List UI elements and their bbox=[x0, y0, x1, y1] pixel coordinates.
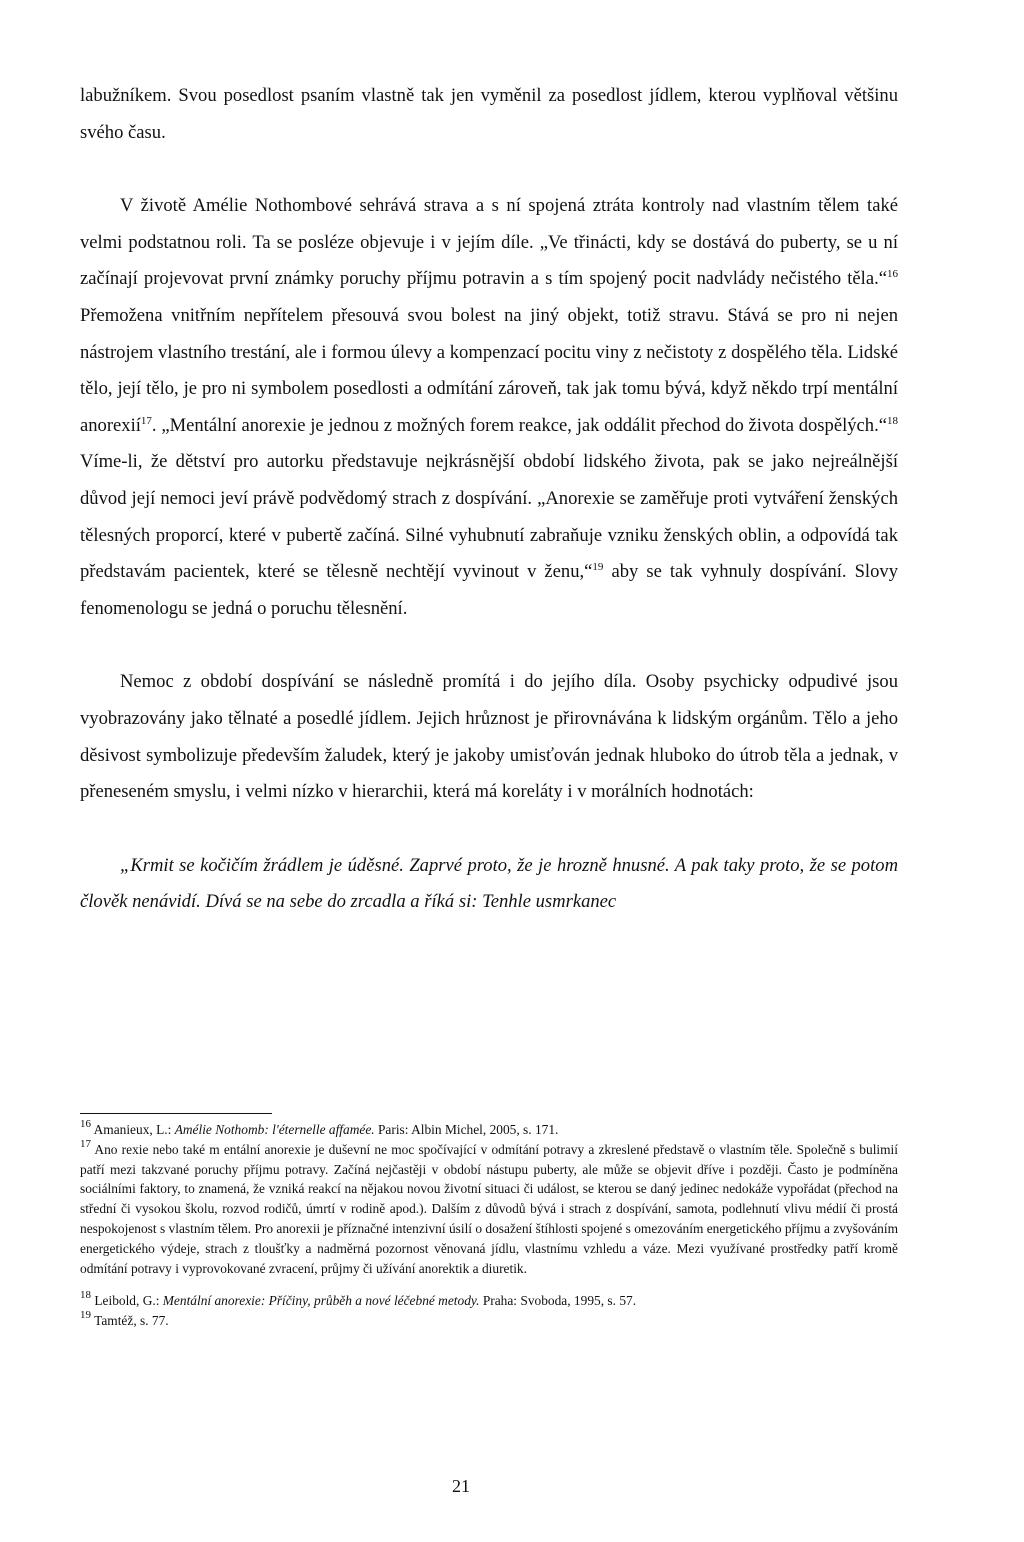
footnote-text: Ano rexie nebo také m entální anorexie je duševní ne moc spočívající v odmítání potravy a zkreslené představě o vlastním těle. Společně s bulimií patří mezi takzvané poruchy příjmu potravy. Začíná nejčastěji v období nástupu puberty, ale může se objevit dříve i později. Často je podmíněna sociálními faktory, to znamená, že vzniká reakcí na nějakou novou životní situaci či událost, se kterou se daný jedinec nedokáže vypořádat (přechod na střední či vysokou školu, rozvod rodičů, úmrtí v rodině apod.). Dalším z důvodů bývá i strach z dospívání, samota, podlehnutí vlivu médií či prostá nespokojenost s vlastním tělem. Pro anorexii je příznačné intenzivní úsilí o dosažení štíhlosti spojené s omezováním energetického příjmu a zvyšováním energetického výdeje, strach z tloušťky a nadměrná pozornost věnovaná jídlu, vlastnímu vzhledu a váze. Mezi využívané prostředky patří kromě odmítání potravy i vyprovokované zvracení, průjmy či užívání anorektik a diuretik. bbox=[80, 1141, 898, 1276]
footnote-17 bbox=[80, 1137, 898, 1279]
paragraph-2 bbox=[80, 188, 898, 627]
footnotes bbox=[80, 1120, 898, 1331]
footnote-separator bbox=[80, 1113, 272, 1114]
footnote-ref-16: 16 bbox=[887, 268, 898, 281]
footnote-title: Mentální anorexie: Příčiny, průběh a nové léčebné metody. bbox=[162, 1293, 480, 1309]
paragraph-3: Nemoc z období dospívání se následně promítá i do jejího díla. Osoby psychicky odpudivé jsou vyobrazovány jako tělnaté a posedlé jídlem. Jejich hrůznost je přirovnávána k lidským orgánům. Tělo a jeho děsivost symbolizuje především žaludek, který je jakoby umisťován jednak hluboko do útrob těla a jednak, v přeneseném smyslu, i velmi nízko v hierarchii, která má koreláty i v morálních hodnotách: bbox=[80, 671, 898, 803]
paragraph-1: labužníkem. Svou posedlost psaním vlastně tak jen vyměnil za posedlost jídlem, kterou vyplňoval většinu svého času. bbox=[80, 85, 898, 143]
footnote-title: Amélie Nothomb: l'éternelle affamée. bbox=[174, 1122, 375, 1137]
footnote-ref-19: 19 bbox=[592, 561, 604, 574]
main-text bbox=[80, 78, 898, 921]
footnote-number: 17 bbox=[80, 1137, 91, 1150]
footnote-16 bbox=[80, 1120, 898, 1140]
page-number: 21 bbox=[452, 1476, 470, 1496]
footnote-text: Tamtéž, s. 77. bbox=[91, 1313, 169, 1329]
footnote-text: Praha: Svoboda, 1995, s. 57. bbox=[479, 1293, 637, 1309]
quotation: „Krmit se kočičím žrádlem je úděsné. Zaprvé proto, že je hrozně hnusné. A pak taky proto, že se potom člověk nenávidí. Dívá se na sebe do zrcadla a říká si: Tenhle usmrkanec bbox=[80, 854, 898, 913]
footnote-number: 18 bbox=[80, 1289, 91, 1302]
footnote-text: Amanieux, L.: bbox=[91, 1122, 175, 1137]
footnote-text: Leibold, G.: bbox=[91, 1293, 163, 1309]
paragraph-2-part-4: Víme-li, že dětství pro autorku představuje nejkrásnější období lidského života, pak se jako nejreálnější důvod její nemoci jeví právě podvědomý strach z dospívání. „Anorexie se zaměřuje proti vytváření ženských tělesných proporcí, které v pubertě začíná. Silné vyhubnutí zabraňuje vzniku ženských oblin, a odpovídá tak představám pacientek, které se tělesně nechtějí vyvinout v ženu,“ bbox=[80, 451, 898, 583]
footnote-text: Paris: Albin Michel, 2005, s. 171. bbox=[374, 1122, 559, 1137]
footnote-number: 16 bbox=[80, 1118, 91, 1130]
footnote-ref-17: 17 bbox=[140, 414, 152, 427]
paragraph-2-part-5: aby se tak vyhnuly dospívání. Slovy fenomenologu se jedná o poruchu tělesnění. bbox=[80, 561, 898, 619]
footnote-18 bbox=[80, 1291, 898, 1311]
footnote-number: 19 bbox=[80, 1309, 91, 1322]
footnote-ref-18: 18 bbox=[887, 414, 898, 427]
footnote-19 bbox=[80, 1311, 898, 1331]
paragraph-2-part-3: . „Mentální anorexie je jednou z možných forem reakce, jak oddálit přechod do života dospělých.“ bbox=[151, 414, 887, 436]
paragraph-2-part-1: V životě Amélie Nothombové sehrává strava a s ní spojená ztráta kontroly nad vlastním tělem také velmi podstatnou roli. Ta se posléze objevuje i v jejím díle. „Ve třinácti, kdy se dostává do puberty, se u ní začínají projevovat první známky poruchy příjmu potravin a s tím spojený pocit nadvlády nečistého těla.“ bbox=[80, 195, 898, 290]
paragraph-2-part-2: Přemožena vnitřním nepřítelem přesouvá svou bolest na jiný objekt, totiž stravu. Stává se pro ni nejen nástrojem vlastního trestání, ale i formou úlevy a kompenzací pocitu viny z nečistoty z dospělého těla. Lidské tělo, její tělo, je pro ni symbolem posedlosti a odmítání zároveň, tak jak tomu bývá, když někdo trpí mentální anorexií bbox=[80, 304, 898, 436]
